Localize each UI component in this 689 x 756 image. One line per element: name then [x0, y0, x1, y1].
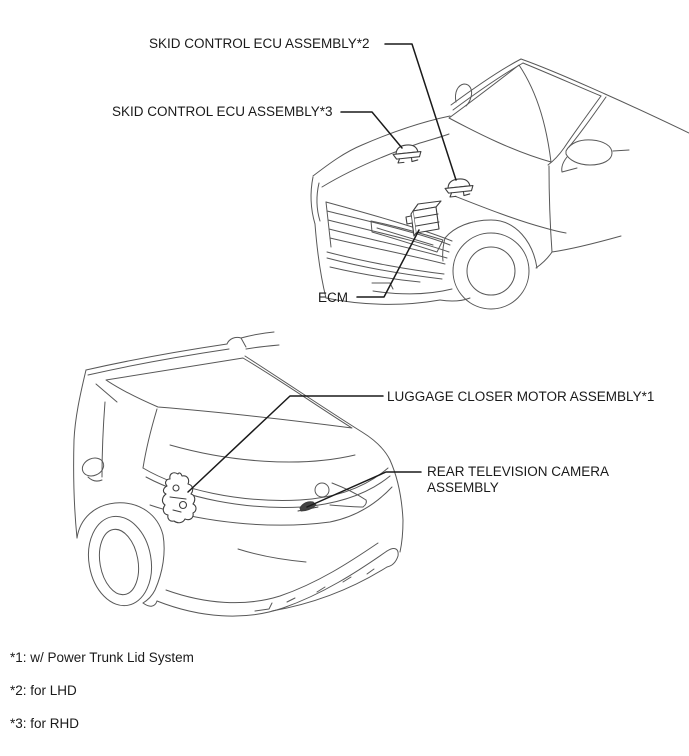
rear-car-drawing [74, 332, 403, 616]
label-rear-television-camera-line1: REAR TELEVISION CAMERA [427, 464, 610, 479]
trunk-keyhole [315, 483, 329, 497]
skid-ecu-3-part [392, 144, 422, 164]
front-car-drawing [311, 59, 689, 309]
leader-luggage-motor [188, 396, 383, 492]
footnote-power-trunk-lid: *1: w/ Power Trunk Lid System [10, 650, 194, 665]
leader-rear-camera [307, 472, 421, 507]
label-skid-control-ecu-3: SKID CONTROL ECU ASSEMBLY*3 [112, 104, 333, 119]
footnote-lhd: *2: for LHD [10, 683, 77, 698]
label-rear-television-camera-line2: ASSEMBLY [427, 480, 499, 495]
luggage-motor-part [162, 473, 196, 523]
label-skid-control-ecu-2: SKID CONTROL ECU ASSEMBLY*2 [149, 36, 370, 51]
label-luggage-closer-motor: LUGGAGE CLOSER MOTOR ASSEMBLY*1 [387, 389, 655, 404]
footnote-rhd: *3: for RHD [10, 716, 80, 731]
leader-skid-ecu-2 [385, 44, 456, 180]
label-rear-television-camera [427, 464, 647, 496]
skid-ecu-2-part [444, 178, 474, 198]
label-ecm: ECM [318, 290, 348, 305]
leader-skid-ecu-3 [341, 112, 402, 148]
